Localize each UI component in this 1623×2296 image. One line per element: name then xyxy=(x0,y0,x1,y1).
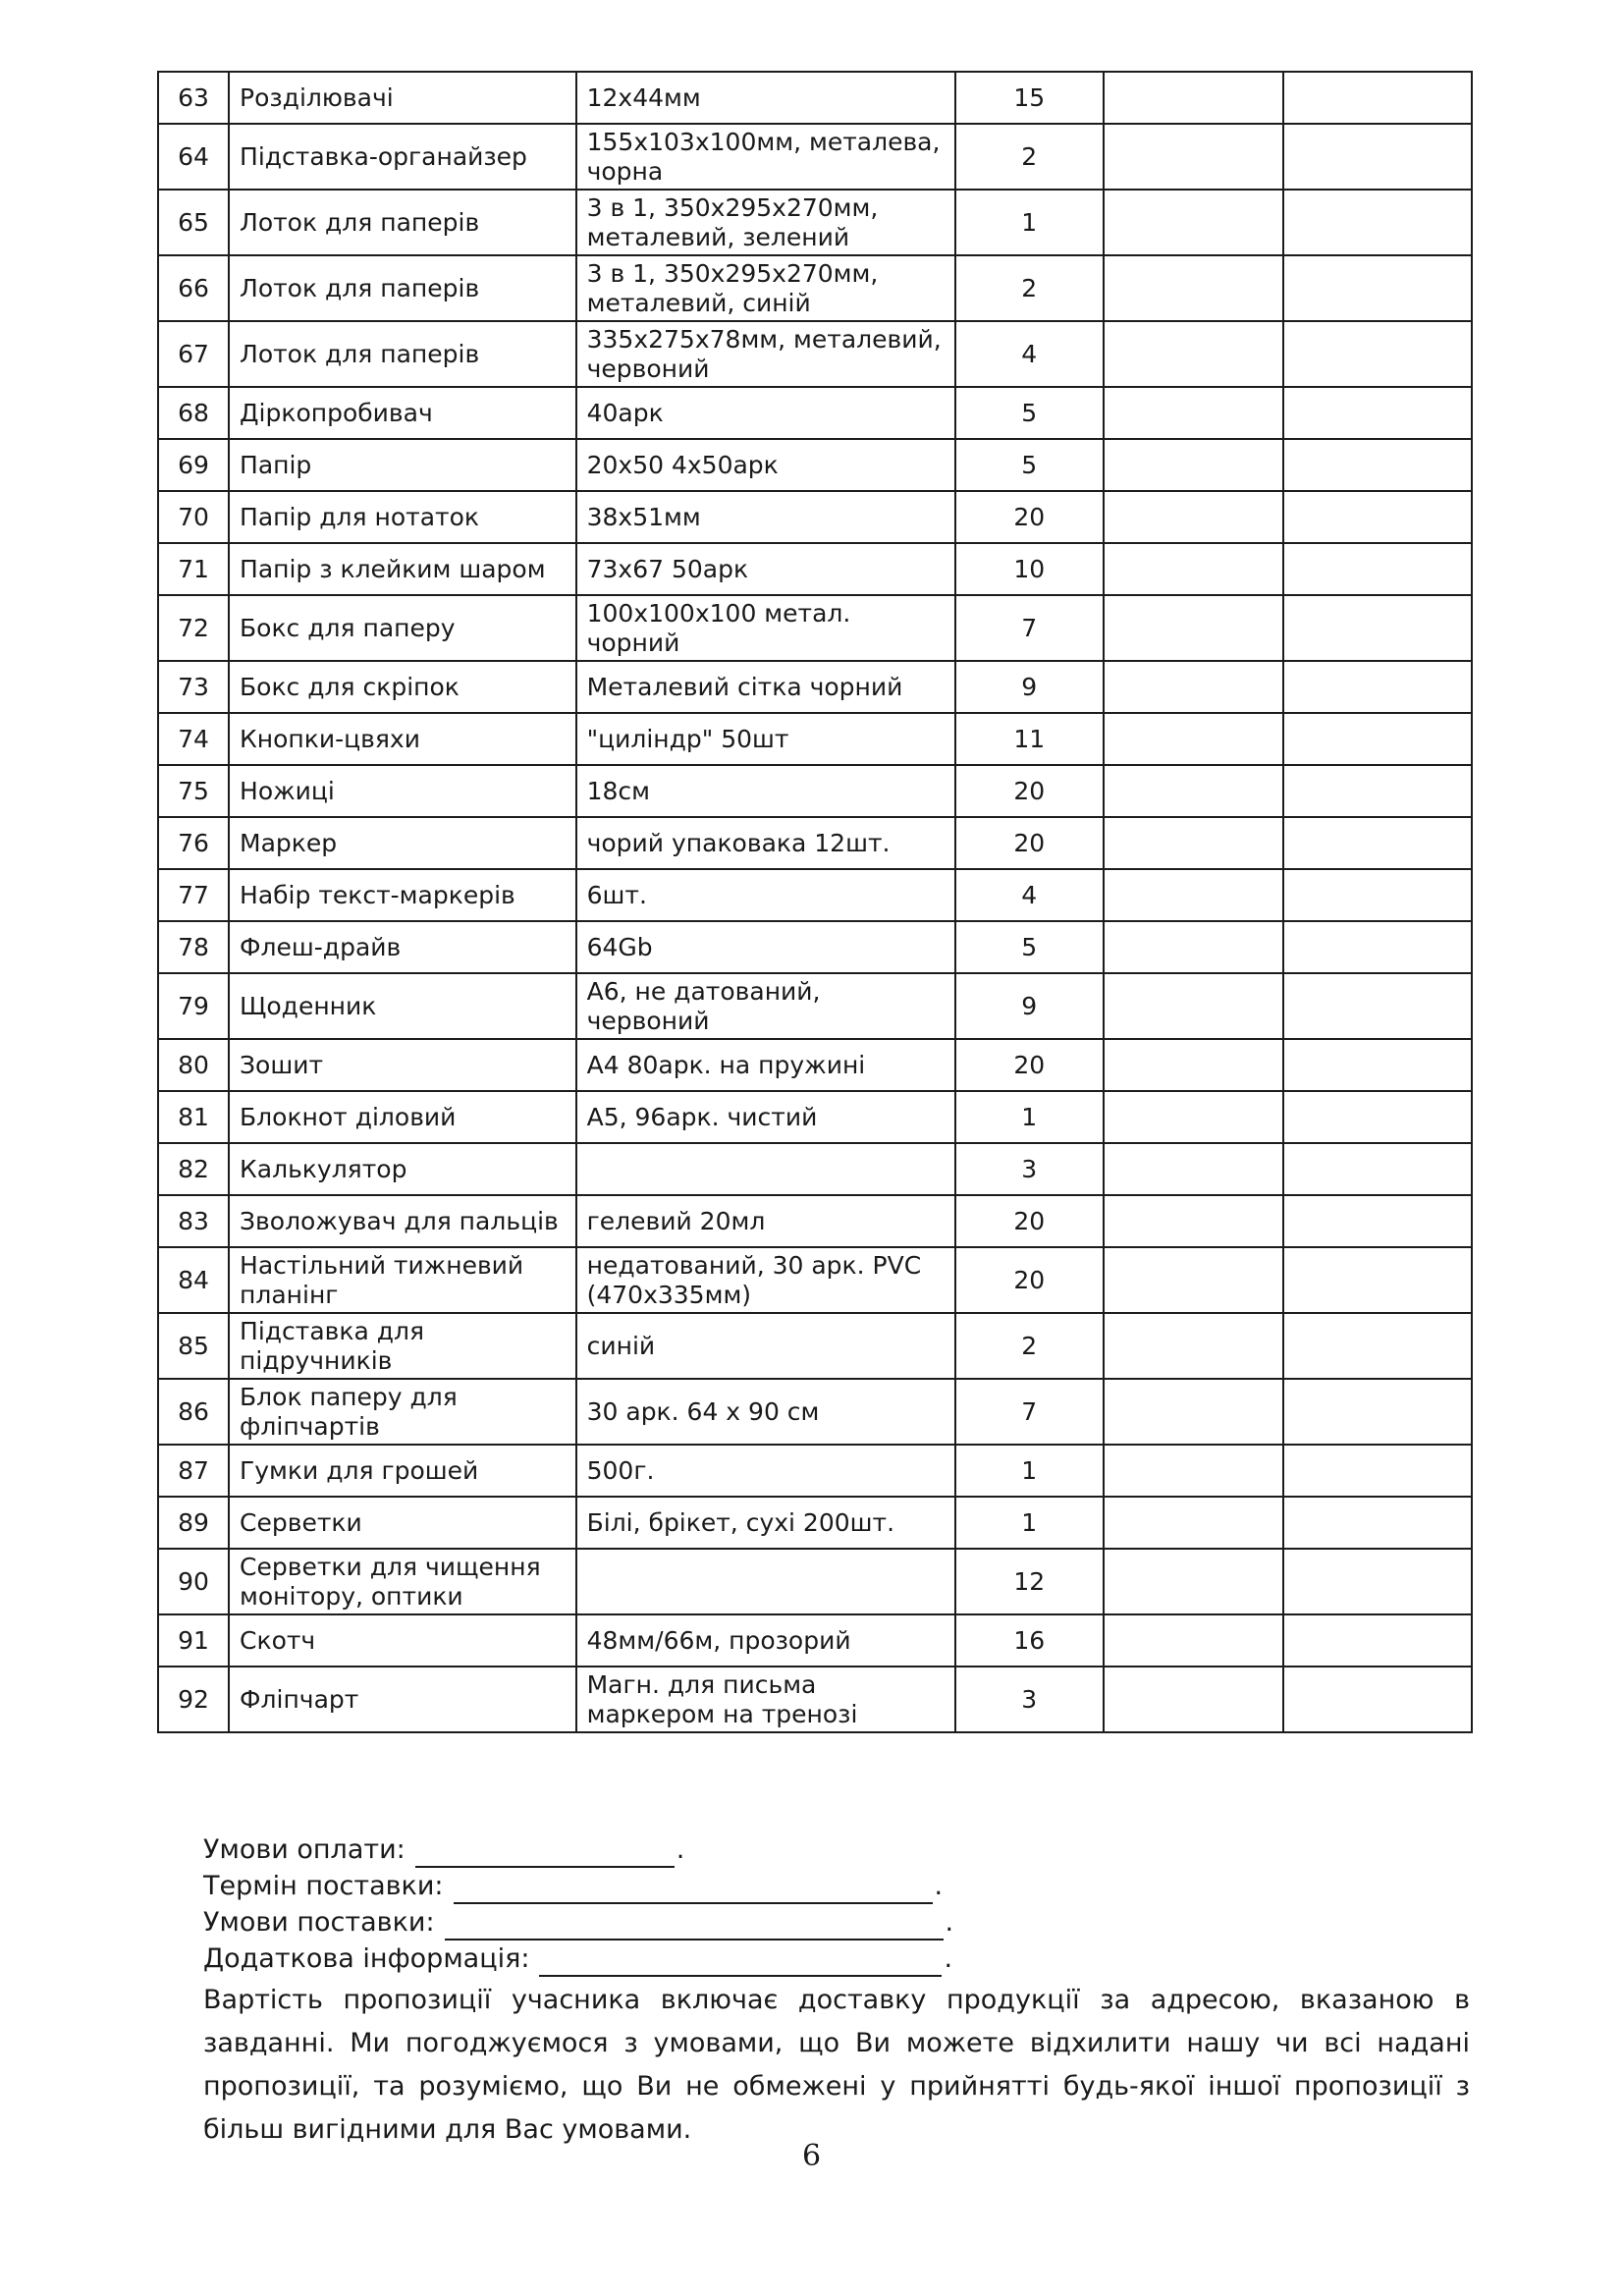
delivery-conditions-dot: . xyxy=(945,1907,954,1938)
item-name: Кнопки-цвяхи xyxy=(229,713,576,765)
items-table xyxy=(157,71,1473,1733)
price-cell[interactable] xyxy=(1104,817,1283,869)
table-row xyxy=(158,1195,1472,1247)
total-cell[interactable] xyxy=(1283,869,1472,921)
row-number: 75 xyxy=(158,765,229,817)
price-cell[interactable] xyxy=(1104,1614,1283,1667)
table-row xyxy=(158,1379,1472,1445)
item-name: Зволожувач для пальців xyxy=(229,1195,576,1247)
additional-info-label: Додаткова інформація: xyxy=(203,1943,530,1974)
table-row xyxy=(158,1039,1472,1091)
total-cell[interactable] xyxy=(1283,765,1472,817)
total-cell[interactable] xyxy=(1283,817,1472,869)
item-spec: 335x275x78мм, металевий, червоний xyxy=(576,321,955,387)
item-spec: 18см xyxy=(576,765,955,817)
item-quantity: 12 xyxy=(955,1549,1104,1614)
table-row xyxy=(158,491,1472,543)
item-name: Блок паперу для фліпчартів xyxy=(229,1379,576,1445)
row-number: 65 xyxy=(158,190,229,255)
item-quantity: 20 xyxy=(955,1247,1104,1313)
row-number: 67 xyxy=(158,321,229,387)
row-number: 82 xyxy=(158,1143,229,1195)
delivery-term-line xyxy=(203,1868,1480,1904)
item-name: Маркер xyxy=(229,817,576,869)
item-name: Папір xyxy=(229,439,576,491)
item-name: Бокс для паперу xyxy=(229,595,576,661)
item-spec: 48мм/66м, прозорий xyxy=(576,1614,955,1667)
price-cell[interactable] xyxy=(1104,1549,1283,1614)
price-cell[interactable] xyxy=(1104,1497,1283,1549)
row-number: 89 xyxy=(158,1497,229,1549)
price-cell[interactable] xyxy=(1104,491,1283,543)
item-quantity: 2 xyxy=(955,1313,1104,1379)
item-quantity: 2 xyxy=(955,124,1104,190)
item-spec: 38x51мм xyxy=(576,491,955,543)
total-cell[interactable] xyxy=(1283,973,1472,1039)
item-spec: "циліндр" 50шт xyxy=(576,713,955,765)
row-number: 77 xyxy=(158,869,229,921)
item-quantity: 3 xyxy=(955,1667,1104,1732)
items-table-body xyxy=(158,72,1472,1732)
table-row xyxy=(158,190,1472,255)
total-cell[interactable] xyxy=(1283,190,1472,255)
item-spec: 6шт. xyxy=(576,869,955,921)
item-name: Папір для нотаток xyxy=(229,491,576,543)
item-spec: 3 в 1, 350x295x270мм, металевий, зелений xyxy=(576,190,955,255)
item-spec: 100x100x100 метал. чорний xyxy=(576,595,955,661)
item-quantity: 1 xyxy=(955,1497,1104,1549)
total-cell[interactable] xyxy=(1283,1313,1472,1379)
price-cell[interactable] xyxy=(1104,1445,1283,1497)
row-number: 79 xyxy=(158,973,229,1039)
price-cell[interactable] xyxy=(1104,543,1283,595)
price-cell[interactable] xyxy=(1104,713,1283,765)
item-quantity: 4 xyxy=(955,321,1104,387)
item-name: Серветки xyxy=(229,1497,576,1549)
row-number: 87 xyxy=(158,1445,229,1497)
item-name: Настільний тижневий планінг xyxy=(229,1247,576,1313)
item-quantity: 20 xyxy=(955,1195,1104,1247)
item-quantity: 5 xyxy=(955,921,1104,973)
price-cell[interactable] xyxy=(1104,1247,1283,1313)
item-spec: А4 80арк. на пружині xyxy=(576,1039,955,1091)
item-spec: А6, не датований, червоний xyxy=(576,973,955,1039)
item-spec: 73x67 50арк xyxy=(576,543,955,595)
additional-info-dot: . xyxy=(944,1943,953,1974)
item-spec: синій xyxy=(576,1313,955,1379)
total-cell[interactable] xyxy=(1283,255,1472,321)
table-row xyxy=(158,1497,1472,1549)
item-spec: 20x50 4x50арк xyxy=(576,439,955,491)
item-spec: гелевий 20мл xyxy=(576,1195,955,1247)
item-spec: Металевий сітка чорний xyxy=(576,661,955,713)
item-name: Діркопробивач xyxy=(229,387,576,439)
row-number: 74 xyxy=(158,713,229,765)
item-quantity: 7 xyxy=(955,1379,1104,1445)
item-spec: 12x44мм xyxy=(576,72,955,124)
item-quantity: 5 xyxy=(955,387,1104,439)
price-cell[interactable] xyxy=(1104,387,1283,439)
item-name: Лоток для паперів xyxy=(229,255,576,321)
price-cell[interactable] xyxy=(1104,255,1283,321)
price-cell[interactable] xyxy=(1104,190,1283,255)
table-row xyxy=(158,72,1472,124)
table-row xyxy=(158,1667,1472,1732)
total-cell[interactable] xyxy=(1283,1247,1472,1313)
price-cell[interactable] xyxy=(1104,321,1283,387)
total-cell[interactable] xyxy=(1283,321,1472,387)
row-number: 78 xyxy=(158,921,229,973)
item-name: Папір з клейким шаром xyxy=(229,543,576,595)
row-number: 90 xyxy=(158,1549,229,1614)
item-name: Підставка для підручників xyxy=(229,1313,576,1379)
price-cell[interactable] xyxy=(1104,973,1283,1039)
table-row xyxy=(158,387,1472,439)
row-number: 85 xyxy=(158,1313,229,1379)
item-spec: 155x103x100мм, металева, чорна xyxy=(576,124,955,190)
table-row xyxy=(158,255,1472,321)
table-row xyxy=(158,765,1472,817)
table-row xyxy=(158,1614,1472,1667)
table-row xyxy=(158,817,1472,869)
price-cell[interactable] xyxy=(1104,1313,1283,1379)
item-spec: А5, 96арк. чистий xyxy=(576,1091,955,1143)
item-name: Лоток для паперів xyxy=(229,321,576,387)
total-cell[interactable] xyxy=(1283,713,1472,765)
total-cell[interactable] xyxy=(1283,124,1472,190)
item-quantity: 5 xyxy=(955,439,1104,491)
row-number: 73 xyxy=(158,661,229,713)
total-cell[interactable] xyxy=(1283,1195,1472,1247)
price-cell[interactable] xyxy=(1104,1143,1283,1195)
table-row xyxy=(158,921,1472,973)
table-row xyxy=(158,543,1472,595)
row-number: 92 xyxy=(158,1667,229,1732)
item-quantity: 1 xyxy=(955,190,1104,255)
price-cell[interactable] xyxy=(1104,1039,1283,1091)
item-quantity: 20 xyxy=(955,1039,1104,1091)
table-row xyxy=(158,1143,1472,1195)
item-name: Зошит xyxy=(229,1039,576,1091)
item-name: Розділювачі xyxy=(229,72,576,124)
total-cell[interactable] xyxy=(1283,1039,1472,1091)
item-quantity: 1 xyxy=(955,1445,1104,1497)
row-number: 64 xyxy=(158,124,229,190)
table-row xyxy=(158,1445,1472,1497)
payment-terms-field[interactable] xyxy=(415,1840,675,1868)
item-spec xyxy=(576,1143,955,1195)
total-cell[interactable] xyxy=(1283,491,1472,543)
item-name: Скотч xyxy=(229,1614,576,1667)
item-name: Підставка-органайзер xyxy=(229,124,576,190)
item-quantity: 20 xyxy=(955,765,1104,817)
payment-terms-dot: . xyxy=(676,1834,685,1865)
delivery-conditions-field[interactable] xyxy=(445,1913,944,1941)
item-name: Фліпчарт xyxy=(229,1667,576,1732)
row-number: 66 xyxy=(158,255,229,321)
total-cell[interactable] xyxy=(1283,921,1472,973)
item-name: Щоденник xyxy=(229,973,576,1039)
table-row xyxy=(158,869,1472,921)
price-cell[interactable] xyxy=(1104,1667,1283,1732)
total-cell[interactable] xyxy=(1283,1091,1472,1143)
price-cell[interactable] xyxy=(1104,439,1283,491)
item-spec: Магн. для письма маркером на тренозі xyxy=(576,1667,955,1732)
delivery-conditions-line xyxy=(203,1904,1480,1941)
total-cell[interactable] xyxy=(1283,1143,1472,1195)
total-cell[interactable] xyxy=(1283,439,1472,491)
item-name: Гумки для грошей xyxy=(229,1445,576,1497)
item-name: Набір текст-маркерів xyxy=(229,869,576,921)
price-cell[interactable] xyxy=(1104,765,1283,817)
terms-section xyxy=(203,1831,1480,2152)
table-row xyxy=(158,713,1472,765)
delivery-term-field[interactable] xyxy=(454,1877,933,1904)
table-row xyxy=(158,661,1472,713)
row-number: 86 xyxy=(158,1379,229,1445)
table-row xyxy=(158,595,1472,661)
item-name: Бокс для скріпок xyxy=(229,661,576,713)
table-row xyxy=(158,1247,1472,1313)
row-number: 70 xyxy=(158,491,229,543)
item-spec: 30 арк. 64 х 90 см xyxy=(576,1379,955,1445)
item-quantity: 9 xyxy=(955,661,1104,713)
price-cell[interactable] xyxy=(1104,72,1283,124)
item-quantity: 11 xyxy=(955,713,1104,765)
item-quantity: 9 xyxy=(955,973,1104,1039)
row-number: 68 xyxy=(158,387,229,439)
item-quantity: 20 xyxy=(955,817,1104,869)
price-cell[interactable] xyxy=(1104,595,1283,661)
table-row xyxy=(158,973,1472,1039)
item-quantity: 3 xyxy=(955,1143,1104,1195)
item-name: Блокнот діловий xyxy=(229,1091,576,1143)
total-cell[interactable] xyxy=(1283,1445,1472,1497)
table-row xyxy=(158,1549,1472,1614)
total-cell[interactable] xyxy=(1283,1379,1472,1445)
payment-terms-label: Умови оплати: xyxy=(203,1834,406,1865)
delivery-term-label: Термін поставки: xyxy=(203,1871,444,1901)
row-number: 76 xyxy=(158,817,229,869)
total-cell[interactable] xyxy=(1283,661,1472,713)
item-spec xyxy=(576,1549,955,1614)
additional-info-line xyxy=(203,1941,1480,1977)
table-row xyxy=(158,321,1472,387)
item-spec: 3 в 1, 350x295x270мм, металевий, синій xyxy=(576,255,955,321)
table-row xyxy=(158,124,1472,190)
item-name: Лоток для паперів xyxy=(229,190,576,255)
item-name: Флеш-драйв xyxy=(229,921,576,973)
item-spec: недатований, 30 арк. PVC (470x335мм) xyxy=(576,1247,955,1313)
row-number: 80 xyxy=(158,1039,229,1091)
item-spec: чорий упаковака 12шт. xyxy=(576,817,955,869)
row-number: 71 xyxy=(158,543,229,595)
row-number: 63 xyxy=(158,72,229,124)
item-spec: 40арк xyxy=(576,387,955,439)
item-quantity: 7 xyxy=(955,595,1104,661)
item-quantity: 20 xyxy=(955,491,1104,543)
page-number: 6 xyxy=(801,2139,822,2173)
price-cell[interactable] xyxy=(1104,124,1283,190)
row-number: 91 xyxy=(158,1614,229,1667)
total-cell[interactable] xyxy=(1283,1614,1472,1667)
payment-terms-line xyxy=(203,1831,1480,1868)
total-cell[interactable] xyxy=(1283,387,1472,439)
row-number: 69 xyxy=(158,439,229,491)
additional-info-field[interactable] xyxy=(539,1949,942,1977)
table-row xyxy=(158,439,1472,491)
total-cell[interactable] xyxy=(1283,1497,1472,1549)
row-number: 83 xyxy=(158,1195,229,1247)
terms-paragraph: Вартість пропозиції учасника включає доставку продукції за адресою, вказаною в завданні. Ми погоджуємося з умовами, що Ви можете відхилити нашу чи всі надані пропозиції, та розуміємо, що Ви не обмежені у прийнятті будь-якої іншої пропозиції з більш вигідними для Вас умовами. xyxy=(203,1985,1470,2145)
item-quantity: 4 xyxy=(955,869,1104,921)
total-cell[interactable] xyxy=(1283,1667,1472,1732)
price-cell[interactable] xyxy=(1104,1195,1283,1247)
item-spec: Білі, брікет, сухі 200шт. xyxy=(576,1497,955,1549)
item-quantity: 16 xyxy=(955,1614,1104,1667)
total-cell[interactable] xyxy=(1283,595,1472,661)
price-cell[interactable] xyxy=(1104,661,1283,713)
item-quantity: 2 xyxy=(955,255,1104,321)
item-quantity: 15 xyxy=(955,72,1104,124)
table-row xyxy=(158,1313,1472,1379)
item-name: Серветки для чищення монітору, оптики xyxy=(229,1549,576,1614)
price-cell[interactable] xyxy=(1104,1379,1283,1445)
item-quantity: 1 xyxy=(955,1091,1104,1143)
table-row xyxy=(158,1091,1472,1143)
row-number: 84 xyxy=(158,1247,229,1313)
total-cell[interactable] xyxy=(1283,543,1472,595)
row-number: 81 xyxy=(158,1091,229,1143)
row-number: 72 xyxy=(158,595,229,661)
total-cell[interactable] xyxy=(1283,1549,1472,1614)
total-cell[interactable] xyxy=(1283,72,1472,124)
delivery-conditions-label: Умови поставки: xyxy=(203,1907,435,1938)
item-name: Ножиці xyxy=(229,765,576,817)
item-spec: 64Gb xyxy=(576,921,955,973)
price-cell[interactable] xyxy=(1104,1091,1283,1143)
price-cell[interactable] xyxy=(1104,869,1283,921)
item-name: Калькулятор xyxy=(229,1143,576,1195)
delivery-term-dot: . xyxy=(934,1871,944,1901)
price-cell[interactable] xyxy=(1104,921,1283,973)
item-spec: 500г. xyxy=(576,1445,955,1497)
item-quantity: 10 xyxy=(955,543,1104,595)
